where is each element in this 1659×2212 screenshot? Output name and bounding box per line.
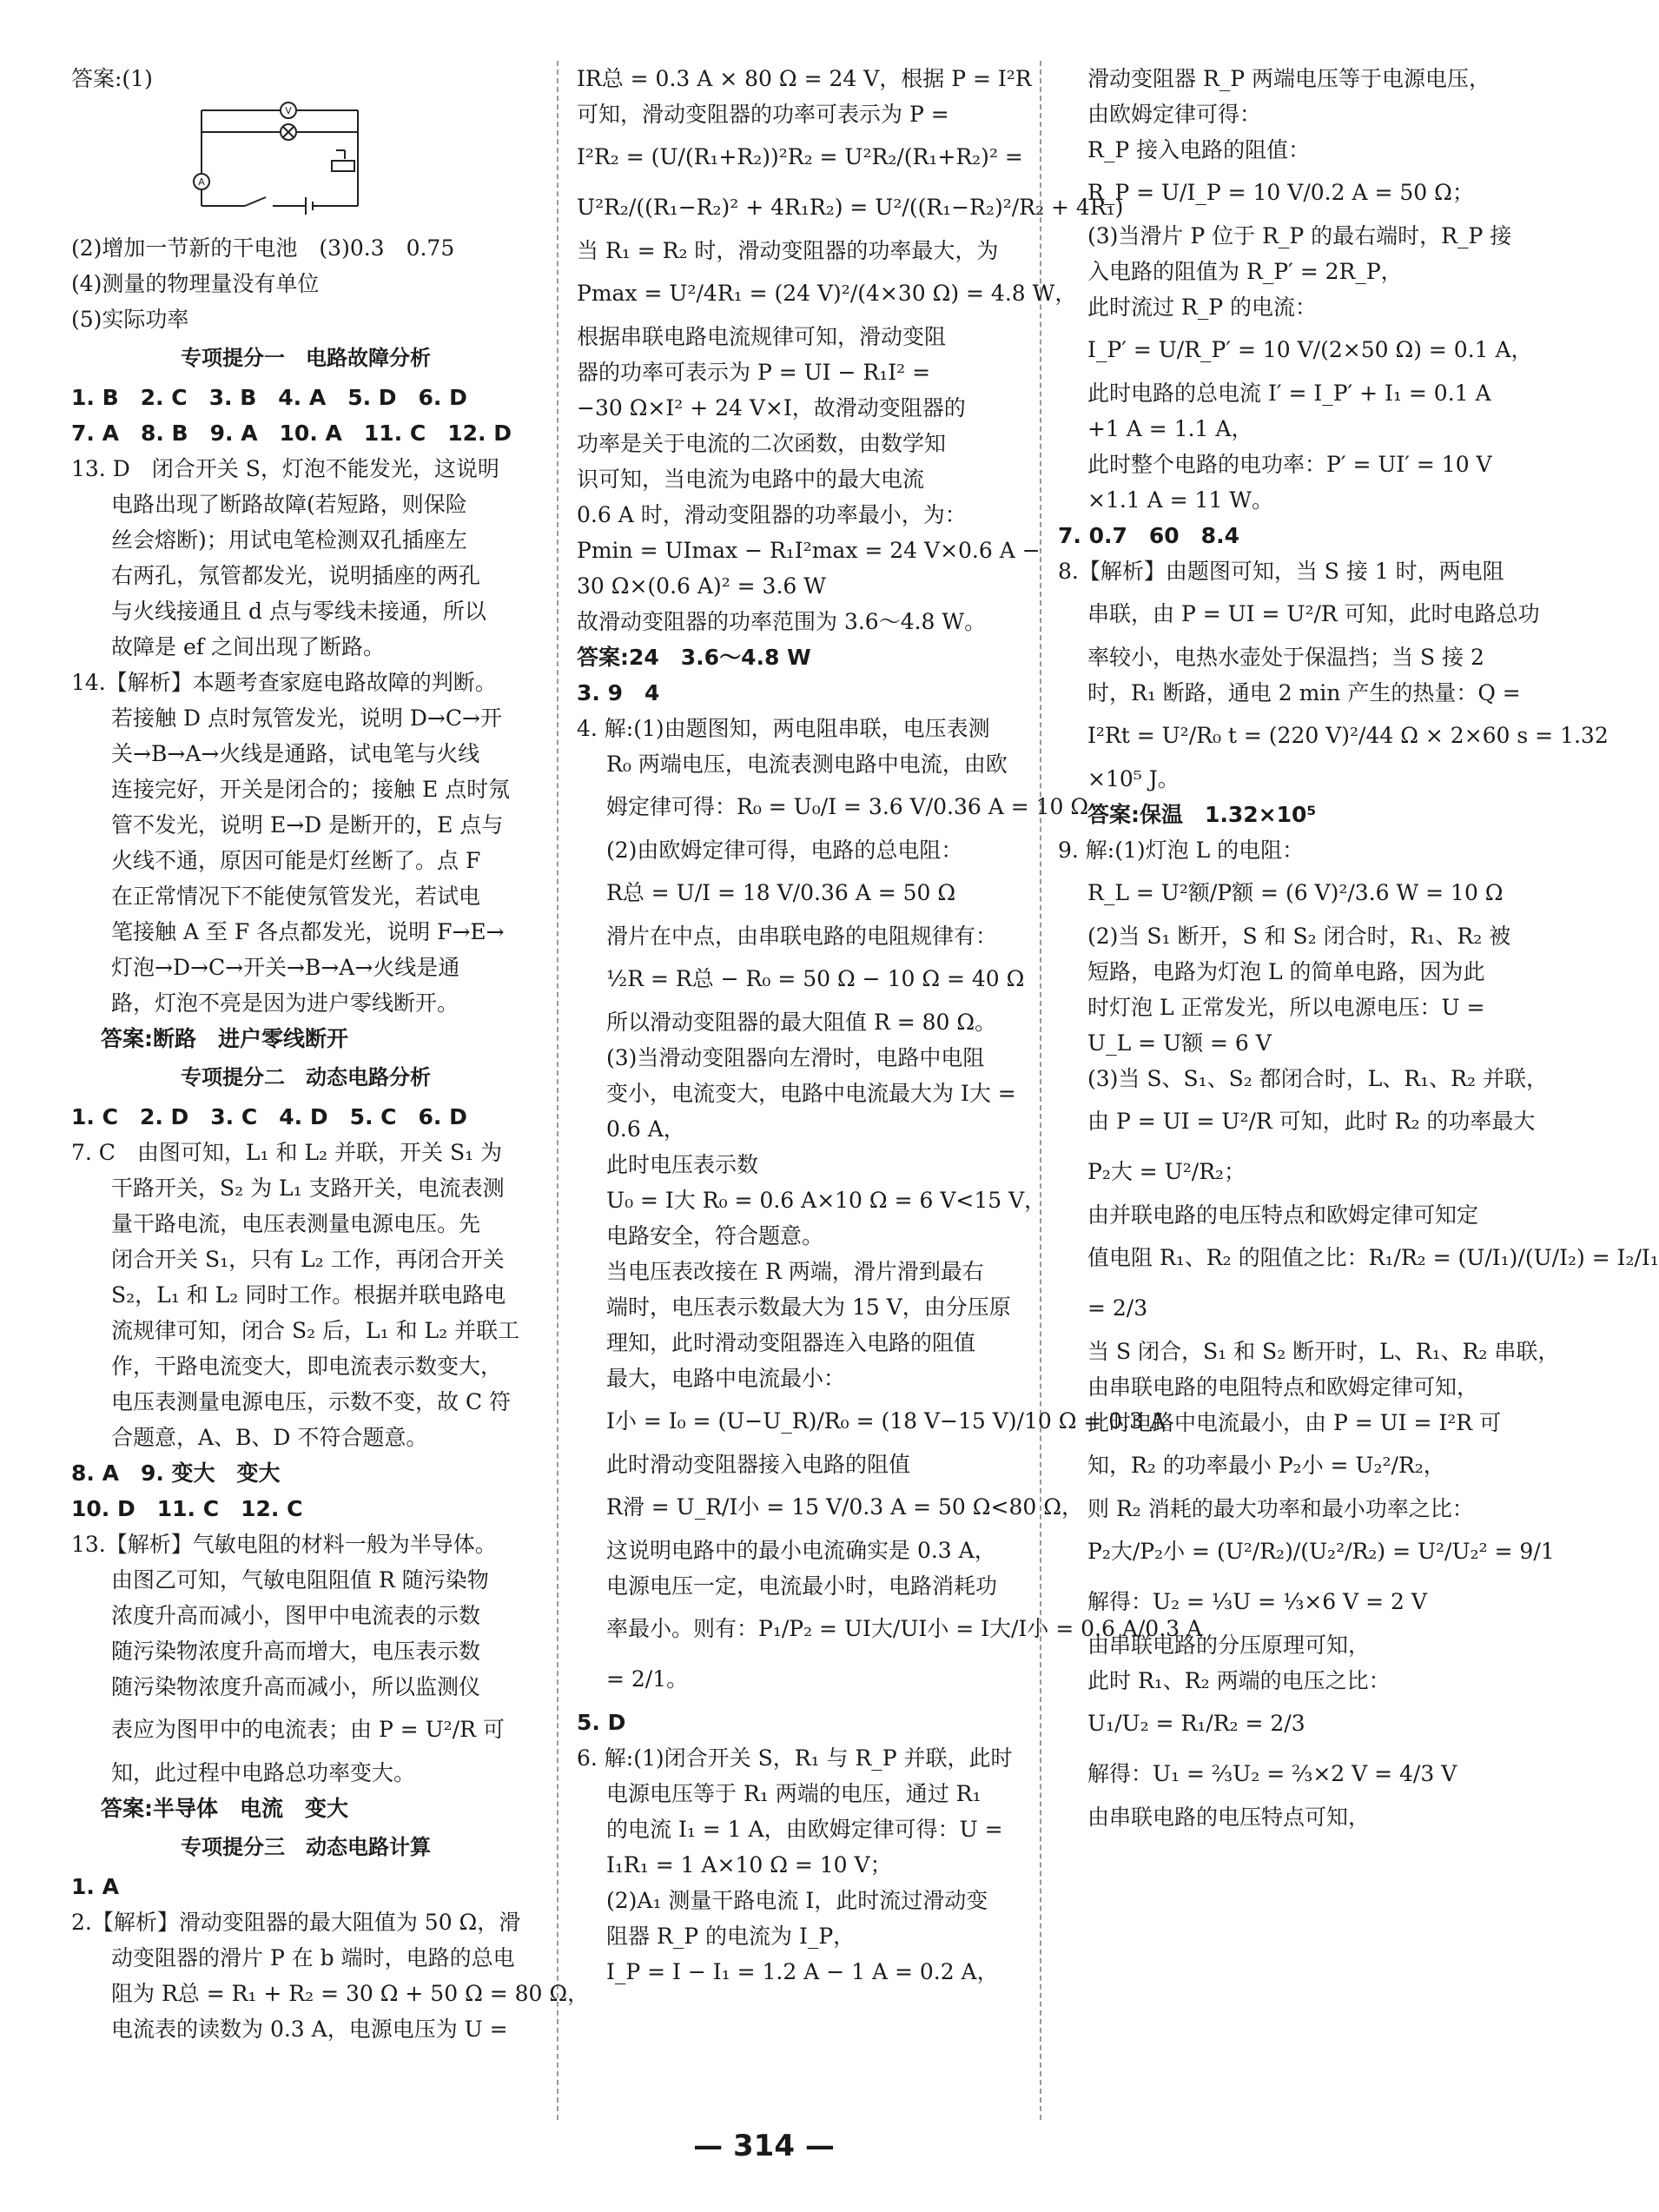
answer-line: 最大，电路中电流最小： bbox=[606, 1366, 846, 1391]
answer-line: 答案:保温 1.32×10⁵ bbox=[1087, 802, 1317, 827]
answer-line: 5. D bbox=[577, 1710, 626, 1735]
answer-line: 合题意，A、B、D 不符合题意。 bbox=[111, 1425, 428, 1450]
answer-line: 则 R₂ 消耗的最大功率和最小功率之比： bbox=[1087, 1496, 1474, 1521]
answer-line: 由串联电路的电阻特点和欧姆定律可知， bbox=[1087, 1374, 1479, 1400]
answer-line: 表应为图甲中的电流表；由 P = U²/R 可 bbox=[111, 1717, 505, 1742]
answer-line: 此时 R₁、R₂ 两端的电压之比： bbox=[1087, 1668, 1391, 1693]
answer-line: 时灯泡 L 正常发光，所以电源电压：U = bbox=[1087, 995, 1485, 1020]
formula-line: 串联，由 P = UI = U²/R 可知，此时电路总功 bbox=[1087, 601, 1540, 626]
answer-line: 4. 解:(1)由题图知，两电阻串联，电压表测 bbox=[577, 716, 990, 741]
answer-line: Pmin = UImax − R₁I²max = 24 V×0.6 A − bbox=[577, 538, 1041, 563]
answer-line: 电源电压等于 R₁ 两端的电压，通过 R₁ bbox=[606, 1781, 982, 1806]
answer-line: 电路出现了断路故障(若短路，则保险 bbox=[111, 492, 467, 517]
answer-line: 关→B→A→火线是通路，试电笔与火线 bbox=[111, 741, 480, 766]
answer-line: 由串联电路的电压特点可知， bbox=[1087, 1805, 1371, 1830]
answer-line: 短路，电路为灯泡 L 的简单电路，因为此 bbox=[1087, 959, 1485, 984]
answer-line: 作，干路电流变大，即电流表示数变大， bbox=[111, 1354, 503, 1379]
answer-line: 8.【解析】由题图可知，当 S 接 1 时，两电阻 bbox=[1058, 559, 1504, 584]
answer-line: 8. A 9. 变大 变大 bbox=[71, 1460, 281, 1486]
answer-line: 火线不通，原因可能是灯丝断了。点 F bbox=[111, 848, 481, 873]
formula-line: I_P′ = U/R_P′ = 10 V/(2×50 Ω) = 0.1 A， bbox=[1087, 337, 1533, 362]
answer-line: 6. 解:(1)闭合开关 S，R₁ 与 R_P 并联，此时 bbox=[577, 1745, 1013, 1771]
answer-line: 当电压表改接在 R 两端，滑片滑到最右 bbox=[606, 1259, 984, 1284]
formula-line: I²Rt = U²/R₀ t = (220 V)²/44 Ω × 2×60 s = 1.32 bbox=[1087, 723, 1609, 748]
answer-line: 的电流 I₁ = 1 A，由欧姆定律可得：U = bbox=[606, 1817, 1003, 1842]
formula-line: ½R = R总 − R₀ = 50 Ω − 10 Ω = 40 Ω bbox=[606, 966, 1025, 991]
formula-line: I小 = I₀ = (U−U_R)/R₀ = (18 V−15 V)/10 Ω = 0.3 A bbox=[606, 1408, 1167, 1434]
answer-line: 随污染物浓度升高而增大，电压表示数 bbox=[111, 1639, 481, 1664]
formula-line: U₁/U₂ = R₁/R₂ = 2/3 bbox=[1087, 1711, 1305, 1736]
answer-line: 此时滑动变阻器接入电路的阻值 bbox=[606, 1452, 911, 1477]
answer-line: 3. 9 4 bbox=[577, 680, 660, 705]
answer-line: 由图乙可知，气敏电阻阻值 R 随污染物 bbox=[111, 1567, 489, 1593]
answer-line: 电源电压一定，电流最小时，电路消耗功 bbox=[606, 1573, 998, 1599]
answer-line: 答案:半导体 电流 变大 bbox=[101, 1796, 348, 1821]
answer-line: I_P = I − I₁ = 1.2 A − 1 A = 0.2 A， bbox=[606, 1959, 999, 1984]
answer-line: 时，R₁ 断路，通电 2 min 产生的热量：Q = bbox=[1087, 680, 1521, 705]
column-divider-left bbox=[557, 61, 559, 2120]
answer-line: 此时电路的总电流 I′ = I_P′ + I₁ = 0.1 A bbox=[1087, 381, 1491, 406]
answer-line: (5)实际功率 bbox=[71, 307, 189, 332]
answer-line: 1. C 2. D 3. C 4. D 5. C 6. D bbox=[71, 1104, 467, 1129]
answer-line: 由欧姆定律可得： bbox=[1087, 102, 1262, 127]
answer-line: 7. 0.7 60 8.4 bbox=[1058, 523, 1239, 548]
answer-line: R₀ 两端电压，电流表测电路中电流，由欧 bbox=[606, 752, 1008, 777]
answer-line: 0.6 A， bbox=[606, 1116, 685, 1142]
answer-line: 干路开关，S₂ 为 L₁ 支路开关，电流表测 bbox=[111, 1176, 505, 1201]
answer-line: 当 S 闭合，S₁ 和 S₂ 断开时，L、R₁、R₂ 串联， bbox=[1087, 1339, 1560, 1364]
answer-line: 路，灯泡不亮是因为进户零线断开。 bbox=[111, 990, 459, 1016]
answer-line: 与火线接通且 d 点与零线未接通，所以 bbox=[111, 599, 486, 624]
formula-line: = 2/1。 bbox=[606, 1666, 689, 1692]
answer-line: 答案:(1) bbox=[71, 66, 153, 91]
answer-line: 故滑动变阻器的功率范围为 3.6～4.8 W。 bbox=[577, 609, 987, 634]
answer-line: 知，此过程中电路总功率变大。 bbox=[111, 1760, 416, 1785]
answer-line: 此时电压表示数 bbox=[606, 1152, 759, 1177]
answer-line: 当 R₁ = R₂ 时，滑动变阻器的功率最大，为 bbox=[577, 238, 999, 263]
answer-line: I₁R₁ = 1 A×10 Ω = 10 V； bbox=[606, 1852, 892, 1878]
answer-column-3 bbox=[1058, 61, 1659, 1835]
answer-line: 浓度升高而减小，图甲中电流表的示数 bbox=[111, 1603, 481, 1628]
answer-line: 阻为 R总 = R₁ + R₂ = 30 Ω + 50 Ω = 80 Ω， bbox=[111, 1981, 590, 2006]
answer-line: 0.6 A 时，滑动变阻器的功率最小，为： bbox=[577, 502, 967, 527]
formula-line: R_L = U²额/P额 = (6 V)²/3.6 W = 10 Ω bbox=[1087, 880, 1504, 905]
answer-line: S₂，L₁ 和 L₂ 同时工作。根据并联电路电 bbox=[111, 1282, 506, 1308]
answer-line: 右两孔，氖管都发光，说明插座的两孔 bbox=[111, 563, 481, 588]
answer-line: 答案:24 3.6～4.8 W bbox=[577, 645, 811, 670]
formula-line: 值电阻 R₁、R₂ 的阻值之比：R₁/R₂ = (U/I₁)/(U/I₂) = I₂/I₁ bbox=[1087, 1245, 1659, 1270]
svg-text:V: V bbox=[285, 105, 292, 116]
formula-line: R_P = U/I_P = 10 V/0.2 A = 50 Ω； bbox=[1087, 180, 1474, 205]
answer-line: 理知，此时滑动变阻器连入电路的阻值 bbox=[606, 1330, 976, 1355]
formula-line: 姆定律可得：R₀ = U₀/I = 3.6 V/0.36 A = 10 Ω bbox=[606, 794, 1089, 819]
answer-line: 30 Ω×(0.6 A)² = 3.6 W bbox=[577, 573, 826, 599]
answer-line: 10. D 11. C 12. C bbox=[71, 1496, 303, 1521]
answer-line: 这说明电路中的最小电流确实是 0.3 A， bbox=[606, 1538, 996, 1563]
answer-line: 丝会熔断)；用试电笔检测双孔插座左 bbox=[111, 527, 467, 553]
answer-line: 此时电路中电流最小，由 P = UI = I²R 可 bbox=[1087, 1410, 1502, 1435]
answer-line: 可知，滑动变阻器的功率可表示为 P = bbox=[577, 102, 949, 127]
answer-line: −30 Ω×I² + 24 V×I，故滑动变阻器的 bbox=[577, 395, 966, 421]
answer-line: 连接完好，开关是闭合的；接触 E 点时氖 bbox=[111, 777, 511, 802]
answer-line: 电压表测量电源电压，示数不变，故 C 符 bbox=[111, 1389, 512, 1414]
column-divider-right bbox=[1040, 61, 1041, 2120]
page-number: — 314 — bbox=[693, 2129, 835, 2163]
circuit-diagram bbox=[175, 93, 367, 215]
answer-line: 管不发光，说明 E→D 是断开的，E 点与 bbox=[111, 812, 504, 838]
answer-line: 9. 解:(1)灯泡 L 的电阻： bbox=[1058, 838, 1305, 863]
section-heading: 专项提分二 动态电路分析 bbox=[181, 1065, 431, 1089]
answer-line: U₀ = I大 R₀ = 0.6 A×10 Ω = 6 V<15 V， bbox=[606, 1188, 1047, 1213]
answer-line: (3)当滑动变阻器向左滑时，电路中电阻 bbox=[606, 1045, 985, 1070]
section-heading: 专项提分三 动态电路计算 bbox=[181, 1835, 431, 1859]
answer-line: 7. A 8. B 9. A 10. A 11. C 12. D bbox=[71, 421, 512, 446]
answer-line: 13.【解析】气敏电阻的材料一般为半导体。 bbox=[71, 1532, 497, 1557]
answer-line: ×1.1 A = 11 W。 bbox=[1087, 487, 1274, 513]
formula-line: U²R₂/((R₁−R₂)² + 4R₁R₂) = U²/((R₁−R₂)²/R₂ + 4R₁) bbox=[577, 195, 1124, 220]
answer-line: 在正常情况下不能使氖管发光，若试电 bbox=[111, 884, 481, 909]
answer-line: ×10⁵ J。 bbox=[1087, 766, 1180, 791]
answer-line: (3)当 S、S₁、S₂ 都闭合时，L、R₁、R₂ 并联， bbox=[1087, 1066, 1548, 1091]
answer-line: 此时整个电路的电功率：P′ = UI′ = 10 V bbox=[1087, 452, 1492, 477]
answer-line: 由串联电路的分压原理可知， bbox=[1087, 1633, 1371, 1658]
answer-line: 电流表的读数为 0.3 A，电源电压为 U = bbox=[111, 2017, 508, 2042]
formula-line: 解得：U₂ = ⅓U = ⅓×6 V = 2 V bbox=[1087, 1589, 1427, 1614]
formula-line: P₂大/P₂小 = (U²/R₂)/(U₂²/R₂) = U²/U₂² = 9/1 bbox=[1087, 1539, 1555, 1564]
answer-line: 变小，电流变大，电路中电流最大为 I大 = bbox=[606, 1081, 1016, 1106]
answer-line: 1. B 2. C 3. B 4. A 5. D 6. D bbox=[71, 385, 467, 410]
answer-line: 阻器 R_P 的电流为 I_P， bbox=[606, 1924, 856, 1949]
section-heading: 专项提分一 电路故障分析 bbox=[181, 346, 431, 370]
answer-line: 功率是关于电流的二次函数，由数学知 bbox=[577, 431, 947, 456]
answer-line: +1 A = 1.1 A， bbox=[1087, 416, 1253, 441]
answer-line: 端时，电压表示数最大为 15 V，由分压原 bbox=[606, 1295, 1011, 1320]
answer-line: 器的功率可表示为 P = UI − R₁I² = bbox=[577, 360, 931, 385]
answer-line: 所以滑动变阻器的最大阻值 R = 80 Ω。 bbox=[606, 1010, 997, 1035]
answer-line: 答案:断路 进户零线断开 bbox=[101, 1026, 348, 1051]
answer-line: 闭合开关 S₁，只有 L₂ 工作，再闭合开关 bbox=[111, 1247, 505, 1272]
formula-line: R滑 = U_R/I小 = 15 V/0.3 A = 50 Ω<80 Ω， bbox=[606, 1494, 1083, 1520]
answer-line: 滑动变阻器 R_P 两端电压等于电源电压， bbox=[1087, 66, 1491, 91]
answer-line: 1. A bbox=[71, 1874, 119, 1899]
answer-column-1 bbox=[71, 61, 590, 2047]
answer-line: 电路安全，符合题意。 bbox=[606, 1223, 824, 1248]
formula-line: Pmax = U²/4R₁ = (24 V)²/(4×30 Ω) = 4.8 W， bbox=[577, 281, 1077, 306]
answer-line: 2.【解析】滑动变阻器的最大阻值为 50 Ω，滑 bbox=[71, 1910, 521, 1935]
formula-line: R总 = U/I = 18 V/0.36 A = 50 Ω bbox=[606, 880, 956, 905]
answer-line: (2)当 S₁ 断开，S 和 S₂ 闭合时，R₁、R₂ 被 bbox=[1087, 924, 1511, 949]
answer-line: 根据串联电路电流规律可知，滑动变阻 bbox=[577, 324, 947, 349]
answer-line: 13. D 闭合开关 S，灯泡不能发光，这说明 bbox=[71, 456, 499, 481]
answer-line: 笔接触 A 至 F 各点都发光，说明 F→E→ bbox=[111, 919, 505, 944]
answer-line: 故障是 ef 之间出现了断路。 bbox=[111, 634, 385, 659]
answer-line: 量干路电流，电压表测量电源电压。先 bbox=[111, 1211, 481, 1236]
answer-line: 随污染物浓度升高而减小，所以监测仪 bbox=[111, 1674, 481, 1699]
formula-line: I²R₂ = (U/(R₁+R₂))²R₂ = U²R₂/(R₁+R₂)² = bbox=[577, 144, 1023, 169]
answer-line: 由并联电路的电压特点和欧姆定律可知定 bbox=[1087, 1202, 1479, 1228]
answer-line: 若接触 D 点时氖管发光，说明 D→C→开 bbox=[111, 705, 502, 731]
answer-line: 率较小，电热水壶处于保温挡；当 S 接 2 bbox=[1087, 645, 1484, 670]
formula-line: = 2/3 bbox=[1087, 1295, 1148, 1321]
answer-line: 灯泡→D→C→开关→B→A→火线是通 bbox=[111, 955, 460, 980]
answer-line: (2)A₁ 测量干路电流 I，此时流过滑动变 bbox=[606, 1888, 988, 1913]
answer-line: 此时流过 R_P 的电流： bbox=[1087, 295, 1318, 320]
formula-line: 由 P = UI = U²/R 可知，此时 R₂ 的功率最大 bbox=[1087, 1109, 1536, 1134]
answer-line: 流规律可知，闭合 S₂ 后，L₁ 和 L₂ 并联工 bbox=[111, 1318, 520, 1343]
answer-line: 动变阻器的滑片 P 在 b 端时，电路的总电 bbox=[111, 1945, 515, 1970]
answer-line: 识可知，当电流为电路中的最大电流 bbox=[577, 467, 925, 492]
formula-line: P₂大 = U²/R₂； bbox=[1087, 1159, 1246, 1184]
answer-line: (2)由欧姆定律可得，电路的总电阻： bbox=[606, 838, 963, 863]
svg-text:A: A bbox=[198, 176, 205, 188]
formula-line: 解得：U₁ = ⅔U₂ = ⅔×2 V = 4/3 V bbox=[1087, 1761, 1457, 1786]
answer-line: (4)测量的物理量没有单位 bbox=[71, 271, 320, 296]
formula-line: 知，R₂ 的功率最小 P₂小 = U₂²/R₂， bbox=[1087, 1453, 1445, 1478]
answer-line: 入电路的阻值为 R_P′ = 2R_P， bbox=[1087, 259, 1403, 284]
answer-line: IR总 = 0.3 A × 80 Ω = 24 V，根据 P = I²R bbox=[577, 66, 1032, 91]
answer-line: (3)当滑片 P 位于 R_P 的最右端时，R_P 接 bbox=[1087, 223, 1512, 248]
answer-line: 滑片在中点，由串联电路的电阻规律有： bbox=[606, 924, 998, 949]
answer-line: 7. C 由图可知，L₁ 和 L₂ 并联，开关 S₁ 为 bbox=[71, 1140, 503, 1165]
answer-line: (2)增加一节新的干电池 (3)0.3 0.75 bbox=[71, 235, 455, 261]
formula-line: 率最小。则有：P₁/P₂ = UI大/UI小 = I大/I小 = 0.6 A/0.3 A bbox=[606, 1616, 1203, 1641]
answer-line: U_L = U额 = 6 V bbox=[1087, 1030, 1272, 1056]
answer-line: R_P 接入电路的阻值： bbox=[1087, 137, 1311, 162]
answer-line: 14.【解析】本题考查家庭电路故障的判断。 bbox=[71, 670, 497, 695]
